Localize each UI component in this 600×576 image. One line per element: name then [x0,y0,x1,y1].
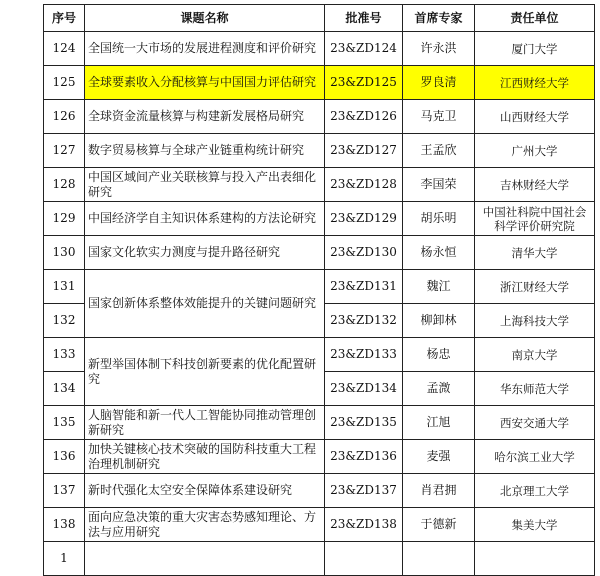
unit-cell: 清华大学 [475,236,595,270]
expert-cell: 孟溦 [403,372,475,406]
header-expert: 首席专家 [403,5,475,32]
expert-cell: 麦强 [403,440,475,474]
code-cell: 23&ZD134 [325,372,403,406]
topic-cell: 面向应急决策的重大灾害态势感知理论、方法与应用研究 [85,508,325,542]
table-row [44,338,595,372]
expert-cell: 罗良清 [403,66,475,100]
code-cell: 23&ZD130 [325,236,403,270]
unit-cell: 西安交通大学 [475,406,595,440]
table-row [44,134,595,168]
seq-cell: 130 [44,236,85,270]
code-cell: 23&ZD135 [325,406,403,440]
seq-cell: 128 [44,168,85,202]
topic-cell: 国家创新体系整体效能提升的关键问题研究 [85,270,325,338]
expert-cell [403,542,475,576]
unit-cell: 集美大学 [475,508,595,542]
seq-cell: 135 [44,406,85,440]
expert-cell: 马克卫 [403,100,475,134]
unit-cell: 江西财经大学 [475,66,595,100]
expert-cell: 魏江 [403,270,475,304]
seq-cell: 126 [44,100,85,134]
seq-cell: 137 [44,474,85,508]
topic-cell: 全球资金流量核算与构建新发展格局研究 [85,100,325,134]
unit-cell: 上海科技大学 [475,304,595,338]
table-row [44,542,595,576]
expert-cell: 王孟欣 [403,134,475,168]
unit-cell: 南京大学 [475,338,595,372]
expert-cell: 李国荣 [403,168,475,202]
expert-cell: 肖君拥 [403,474,475,508]
expert-cell: 于德新 [403,508,475,542]
code-cell: 23&ZD136 [325,440,403,474]
unit-cell: 山西财经大学 [475,100,595,134]
seq-cell: 138 [44,508,85,542]
table-row [44,474,595,508]
unit-cell: 中国社科院中国社会科学评价研究院 [475,202,595,236]
unit-cell: 吉林财经大学 [475,168,595,202]
code-cell: 23&ZD132 [325,304,403,338]
table-row-highlighted [44,66,595,100]
seq-cell: 1 [44,542,85,576]
unit-cell: 浙江财经大学 [475,270,595,304]
unit-cell: 厦门大学 [475,32,595,66]
unit-cell: 哈尔滨工业大学 [475,440,595,474]
table-row [44,440,595,474]
expert-cell: 杨永恒 [403,236,475,270]
code-cell: 23&ZD128 [325,168,403,202]
code-cell: 23&ZD125 [325,66,403,100]
topic-cell: 全球要素收入分配核算与中国国力评估研究 [85,66,325,100]
header-code: 批准号 [325,5,403,32]
unit-cell: 华东师范大学 [475,372,595,406]
topic-cell: 加快关键核心技术突破的国防科技重大工程治理机制研究 [85,440,325,474]
topic-cell: 新型举国体制下科技创新要素的优化配置研究 [85,338,325,406]
seq-cell: 131 [44,270,85,304]
topic-cell: 中国区域间产业关联核算与投入产出表细化研究 [85,168,325,202]
table-row [44,406,595,440]
topic-cell: 中国经济学自主知识体系建构的方法论研究 [85,202,325,236]
code-cell: 23&ZD127 [325,134,403,168]
table-row [44,202,595,236]
expert-cell: 杨忠 [403,338,475,372]
code-cell: 23&ZD133 [325,338,403,372]
topic-cell: 数字贸易核算与全球产业链重构统计研究 [85,134,325,168]
header-seq: 序号 [44,5,85,32]
seq-cell: 133 [44,338,85,372]
expert-cell: 柳卸林 [403,304,475,338]
expert-cell: 许永洪 [403,32,475,66]
code-cell: 23&ZD126 [325,100,403,134]
unit-cell [475,542,595,576]
seq-cell: 127 [44,134,85,168]
seq-cell: 132 [44,304,85,338]
code-cell: 23&ZD131 [325,270,403,304]
topic-cell: 新时代强化太空安全保障体系建设研究 [85,474,325,508]
table-row [44,236,595,270]
expert-cell: 江旭 [403,406,475,440]
code-cell [325,542,403,576]
table-row [44,508,595,542]
seq-cell: 129 [44,202,85,236]
code-cell: 23&ZD124 [325,32,403,66]
seq-cell: 125 [44,66,85,100]
seq-cell: 134 [44,372,85,406]
unit-cell: 北京理工大学 [475,474,595,508]
header-row [44,5,595,32]
table-row [44,168,595,202]
header-topic: 课题名称 [85,5,325,32]
topic-cell: 人脑智能和新一代人工智能协同推动管理创新研究 [85,406,325,440]
expert-cell: 胡乐明 [403,202,475,236]
table-row [44,100,595,134]
topic-cell: 全国统一大市场的发展进程测度和评价研究 [85,32,325,66]
header-unit: 责任单位 [475,5,595,32]
code-cell: 23&ZD138 [325,508,403,542]
unit-cell: 广州大学 [475,134,595,168]
topic-cell [85,542,325,576]
seq-cell: 124 [44,32,85,66]
project-table [43,4,595,576]
table-row [44,270,595,304]
seq-cell: 136 [44,440,85,474]
table-row [44,32,595,66]
topic-cell: 国家文化软实力测度与提升路径研究 [85,236,325,270]
code-cell: 23&ZD137 [325,474,403,508]
code-cell: 23&ZD129 [325,202,403,236]
